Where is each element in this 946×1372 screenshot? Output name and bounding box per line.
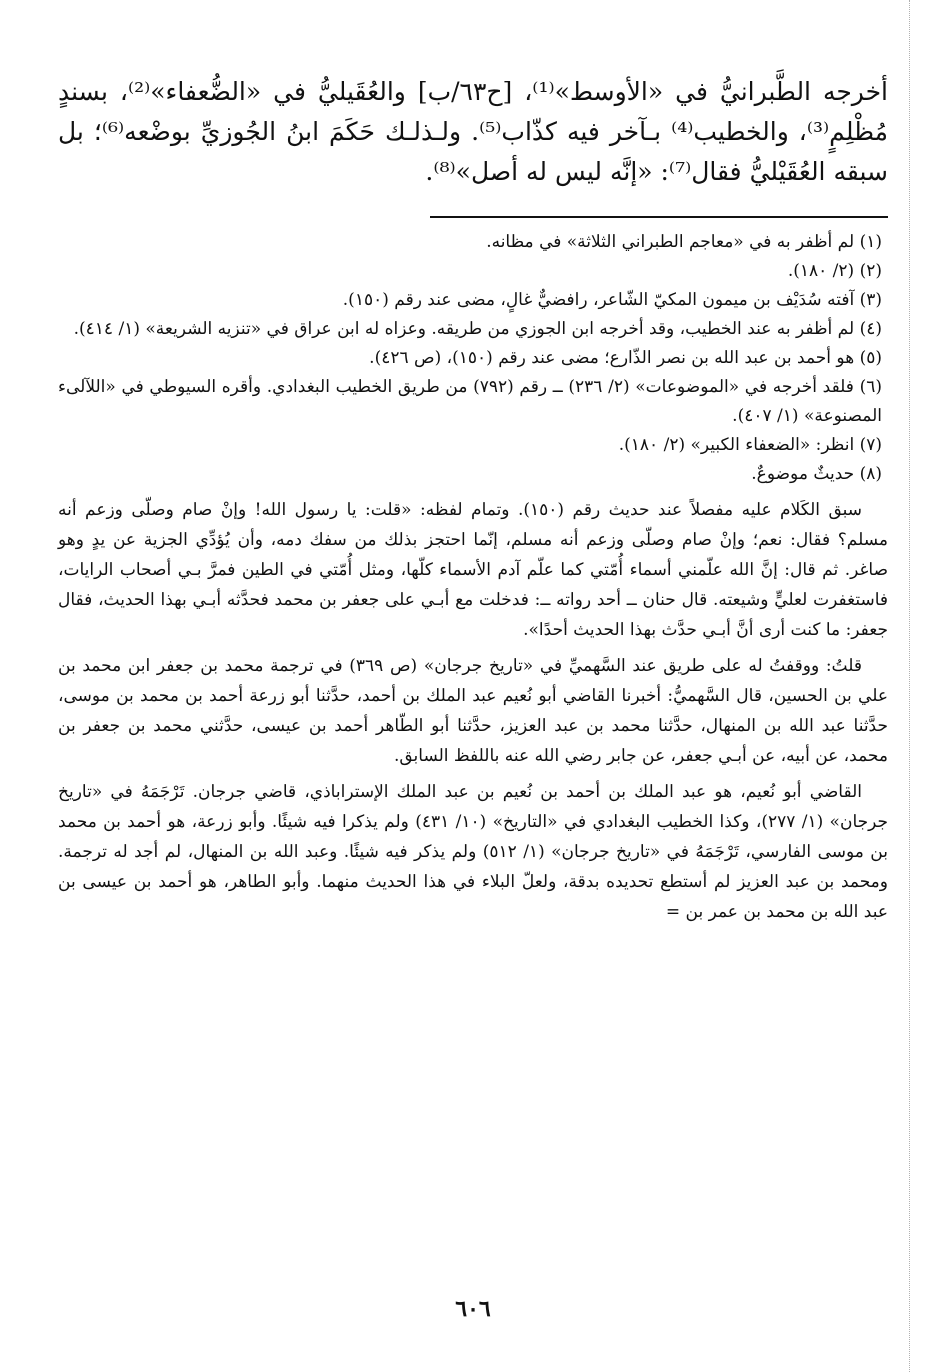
- footnote-6: (٦) فلقد أخرجه في «الموضوعات» (٢/ ٢٣٦) ــ رقم (٧٩٢) من طريق الخطيب البغدادي. وأقره السيوطي في «اللآلىء المصنوعة» (١/ ٤٠٧).: [58, 377, 883, 426]
- scan-fold-line: [909, 0, 911, 1372]
- footnote-3: (٣) آفته سُدَيْف بن ميمون المكيّ الشّاعر، رافضيٌّ غالٍ، مضى عند رقم (١٥٠).: [342, 290, 882, 310]
- commentary-paragraph: سبق الكَلام عليه مفصلاً عند حديث رقم (١٥٠). وتمام لفظه: «قلت: يا رسول الله! وإنْ صام وصلّى وزعم أنه مسلم؟ فقال: نعم؛ وإنْ صام وصلّى وزعم أنه مسلم، إنّما احتجز بذلك من سفك دمه، وأن يُؤدِّي الجزية عن يدٍ وهو صاغر. ثم قال: إنَّ الله علّمني أسماء أُمّتي كما علّم آدم الأسماء كلّها، ومثل أُمّتي في الطين فمرَّ بـي أصحاب الرايات، فاستغفرت لعليٍّ وشيعته. قال حنان ــ أحد رواته ــ: فدخلت مع أبـي على جعفر بن محمد فحدَّثه أبـي بهذا الحديث، فقال جعفر: ما كنت أرى أنَّ أبـي حدَّث بهذا الحديث أحدًا».: [58, 500, 888, 640]
- page-number: ٦٠٦: [455, 1296, 491, 1322]
- main-text-block: [58, 58, 888, 192]
- footnote-2: (٢) (٢/ ١٨٠).: [787, 261, 882, 281]
- footnotes-list: [58, 228, 888, 489]
- footnote-1: (١) لم أظفر به في «معاجم الطبراني الثلاثة» في مظانه.: [486, 232, 882, 252]
- footnote-separator: [430, 216, 888, 218]
- commentary-paragraph: القاضي أبو نُعيم، هو عبد الملك بن أحمد بن نُعيم بن عبد الملك الإستراباذي، قاضي جرجان. تَرْجَمَهُ في «تاريخ جرجان» (١/ ٢٧٧)، وكذا الخطيب البغدادي في «التاريخ» (١٠/ ٤٣١) ولم يذكرا فيه شيئًا. وأبو زرعة، هو أحمد بن محمد بن موسى الفارسي، تَرْجَمَهُ في «تاريخ جرجان» (١/ ٥١٢) ولم يذكر فيه شيئًا. وعبد الله بن المنهال، لم أجد له ترجمة. ومحمد بن عبد العزيز لم أستطع تحديده بدقة، ولعلّ البلاء في هذا الحديث منهما. وأبو الطاهر، هو أحمد بن عيسى بن عبد الله بن محمد بن عمر بن =: [58, 782, 889, 922]
- main-paragraph: أخرجه الطَّبرانيُّ في «الأوسط»⁽¹⁾، [ح٦٣/ب] والعُقَيليُّ في «الضُّعفاء»⁽²⁾، بسندٍ مُظْلِمٍ⁽³⁾، والخطيب⁽⁴⁾ بـآخر فيه كذّاب⁽⁵⁾. ولـذلـك حَكَمَ ابنُ الجُوزيِّ بوضْعه⁽⁶⁾؛ بل سبقه العُقَيْليُّ فقال⁽⁷⁾: «إنَّه ليس له أصل»⁽⁸⁾.: [58, 77, 889, 186]
- commentary-paragraph: قلتُ: ووقفتُ له على طريق عند السَّهميِّ في «تاريخ جرجان» (ص ٣٦٩) في ترجمة محمد بن جعفر ابن محمد بن علي بن الحسين، قال السَّهميُّ: أخبرنا القاضي أبو نُعيم عبد الملك بن أحمد، حدَّثنا أبو زرعة أحمد بن محمد بن موسى، حدَّثنا عبد الله بن المنهال، حدَّثنا محمد بن عبد العزيز، حدَّثنا أبو الطّاهر أحمد بن عيسى، حدَّثني محمد بن جعفر بن محمد، عن أبيه، عن أبـي جعفر، عن جابر رضي الله عنه باللفظ السابق.: [58, 656, 888, 766]
- footnote-4: (٤) لم أظفر به عند الخطيب، وقد أخرجه ابن الجوزي من طريقه. وعزاه له ابن عراق في «تنزيه الشريعة» (١/ ٤١٤).: [73, 319, 882, 339]
- footnote-8: (٨) حديثٌ موضوعٌ.: [751, 464, 882, 484]
- commentary-block: [58, 495, 888, 927]
- footnote-5: (٥) هو أحمد بن عبد الله بن نصر الذّارع؛ مضى عند رقم (١٥٠)، (ص ٤٢٦).: [369, 348, 882, 368]
- footnote-7: (٧) انظر: «الضعفاء الكبير» (٢/ ١٨٠).: [618, 435, 882, 455]
